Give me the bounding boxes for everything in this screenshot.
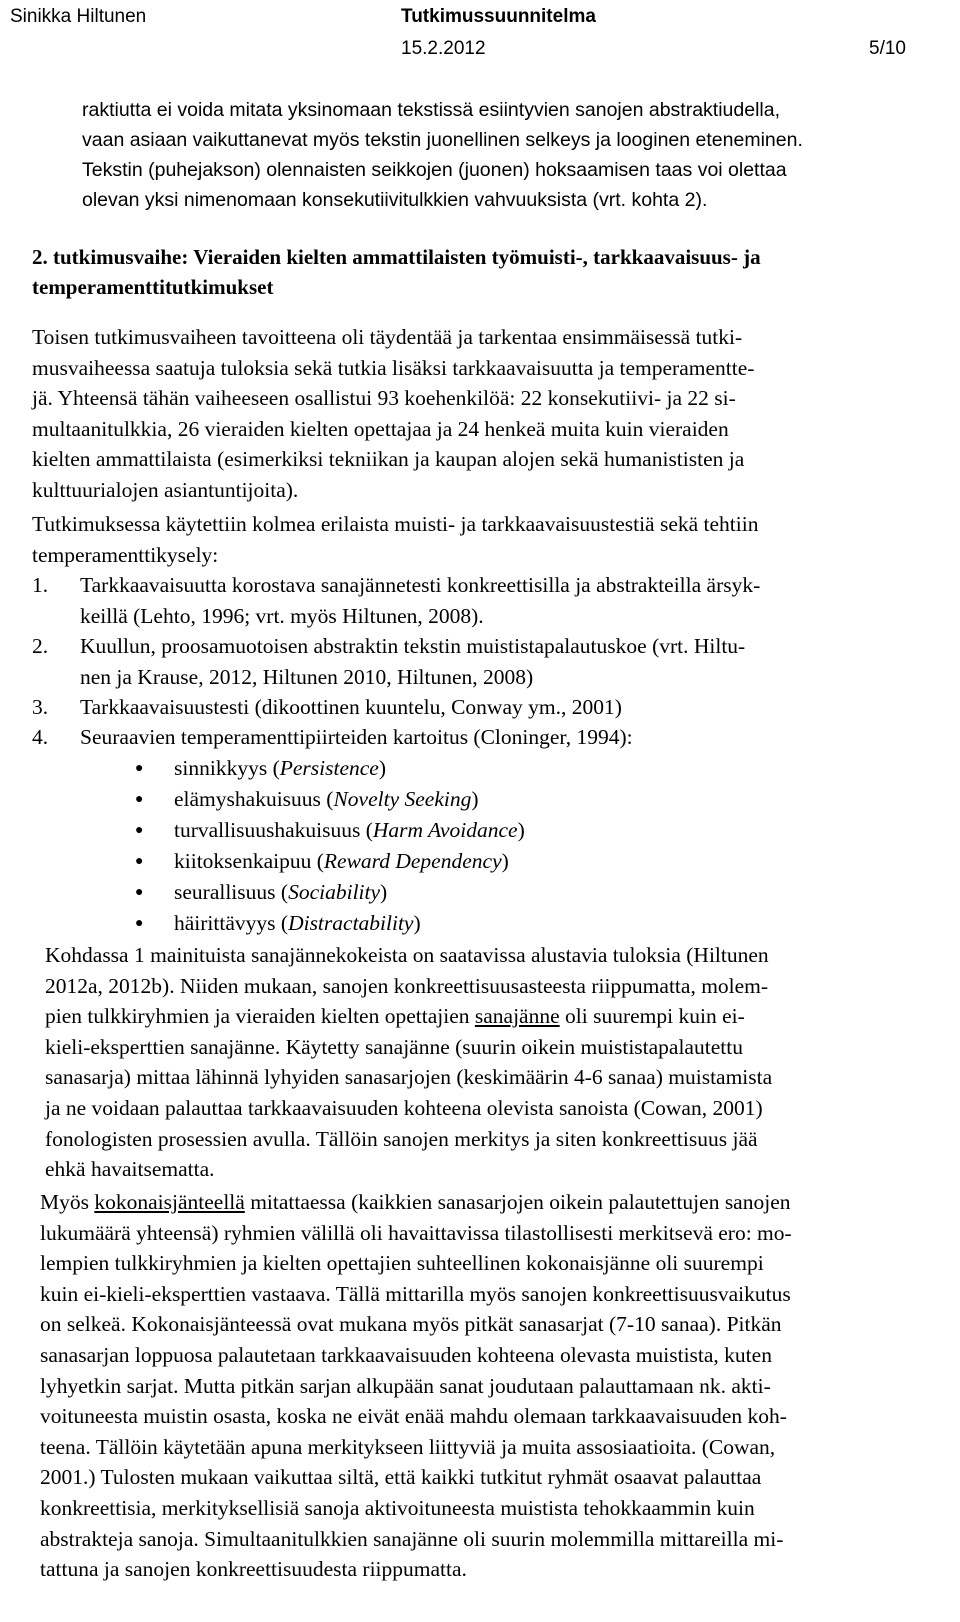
paragraph-line: musvaiheessa saatuja tuloksia sekä tutkia lisäksi tarkkaavaisuutta ja temperamentte-	[32, 355, 755, 380]
list-item-1	[80, 570, 760, 631]
intro-line: raktiutta ei voida mitata yksinomaan tekstissä esiintyvien sanojen abstraktiudella,	[82, 99, 781, 121]
paragraph-line: kuin ei-kieli-eksperttien vastaava. Tällä mittarilla myös sanojen konkreettisuusvaikutus	[40, 1281, 791, 1306]
bullet-term-en: Harm Avoidance	[372, 818, 518, 842]
intro-line: olevan yksi nimenomaan konsekutiivitulkkien vahvuuksista (vrt. kohta 2).	[82, 189, 708, 211]
paragraph-line: teena. Tällöin käytetään apuna merkitykseen liittyviä ja muita assosiaatioita. (Cowan,	[40, 1434, 776, 1459]
bullet-item: seurallisuus (Sociability)	[174, 880, 388, 904]
list-number: 4.	[32, 725, 49, 749]
paragraph-text: mitattaessa (kaikkien sanasarjojen oikein palautettujen sanojen	[244, 1190, 791, 1214]
section-heading-line: temperamenttitutkimukset	[32, 275, 274, 299]
intro-paragraph	[82, 95, 932, 215]
paragraph-line: ehkä havaitsematta.	[45, 1157, 215, 1182]
bullet-icon: ●	[135, 761, 144, 776]
paragraph-line: lempien tulkkiryhmien ja kielten opettajien suhteellinen kokonaisjänne oli suurempi	[40, 1251, 764, 1276]
paragraph-line: on selkeä. Kokonaisjänteessä ovat mukana myös pitkät sanasarjat (7-10 sanaa). Pitkän	[40, 1312, 782, 1337]
bullet-term-en: Sociability	[288, 880, 381, 904]
header-page-number: 5/10	[869, 38, 906, 59]
bullet-icon: ●	[135, 916, 144, 931]
paragraph-line: lukumäärä yhteensä) ryhmien välillä oli havaittavissa tilastollisesti merkitsevä ero: mo-	[40, 1220, 792, 1245]
bullet-icon: ●	[135, 823, 144, 838]
list-item-line: Kuullun, proosamuotoisen abstraktin tekstin muististapalautuskoe (vrt. Hiltu-	[80, 634, 746, 658]
bullet-term-en: Persistence	[279, 756, 379, 780]
underlined-term: kokonaisjänteellä	[94, 1190, 245, 1214]
section-heading-line: 2. tutkimusvaihe: Vieraiden kielten ammattilaisten työmuisti-, tarkkaavaisuus- ja	[32, 245, 761, 269]
bullet-term: sinnikkyys	[174, 756, 268, 780]
paragraph-line: konkreettisia, merkityksellisiä sanoja aktivoituneesta muistista tehokkaammin kuin	[40, 1495, 755, 1520]
bullet-term: kiitoksenkaipuu	[174, 849, 312, 873]
paragraph-line: fonologisten prosessien avulla. Tällöin sanojen merkitys ja siten konkreettisuus jää	[45, 1126, 758, 1151]
paragraph-text: oli suurempi kuin ei-	[559, 1004, 745, 1029]
paragraph-line: sanasarjan loppuosa palautetaan tarkkaavaisuuden kohteena olevasta muistista, kuten	[40, 1342, 772, 1367]
bullet-term-en: Distractability	[288, 911, 414, 935]
section-heading	[32, 242, 761, 302]
paragraph-line: kielten ammattilaista (esimerkiksi tekniikan ja kaupan alojen sekä humanististen ja	[32, 447, 745, 472]
paragraph-line	[45, 1001, 772, 1032]
bullet-term: seurallisuus	[174, 880, 276, 904]
paragraph-line: kieli-eksperttien sanajänne. Käytetty sanajänne (suurin oikein muististapalautettu	[45, 1034, 743, 1059]
bullet-term: häirittävyys	[174, 911, 276, 935]
header-author: Sinikka Hiltunen	[10, 6, 147, 27]
paragraph-line: Tutkimuksessa käytettiin kolmea erilaista muisti- ja tarkkaavaisuustestiä sekä tehtiin	[32, 512, 759, 536]
paragraph-3	[45, 940, 772, 1185]
intro-line: vaan asiaan vaikuttanevat myös tekstin juonellinen selkeys ja looginen eteneminen.	[82, 129, 803, 151]
bullet-term: turvallisuushakuisuus	[174, 818, 361, 842]
list-number: 3.	[32, 695, 49, 719]
list-number: 1.	[32, 573, 49, 597]
header-date: 15.2.2012	[401, 38, 486, 59]
paragraph-1	[32, 322, 754, 506]
bullet-icon: ●	[135, 792, 144, 807]
bullet-item: häirittävyys (Distractability)	[174, 911, 421, 935]
list-item-line: nen ja Krause, 2012, Hiltunen 2010, Hiltunen, 2008)	[80, 664, 534, 689]
paragraph-line: Kohdassa 1 mainituista sanajännekokeista on saatavissa alustavia tuloksia (Hiltunen	[45, 943, 769, 967]
paragraph-2	[32, 509, 758, 570]
paragraph-line: abstrakteja sanoja. Simultaanitulkkien sanajänne oli suurin molemmilla mittareilla mi-	[40, 1526, 784, 1551]
bullet-term: elämyshakuisuus	[174, 787, 321, 811]
bullet-item: sinnikkyys (Persistence)	[174, 756, 387, 780]
list-item-4	[80, 722, 633, 753]
paragraph-line	[40, 1187, 792, 1218]
list-item-2	[80, 631, 745, 692]
paragraph-line: multaanitulkkia, 26 vieraiden kielten opettajaa ja 24 henkeä muita kuin vieraiden	[32, 416, 729, 441]
list-item-3	[80, 692, 622, 723]
intro-line: Tekstin (puhejakson) olennaisten seikkojen (juonen) hoksaamisen taas voi olettaa	[82, 159, 787, 181]
paragraph-line: ja ne voidaan palauttaa tarkkaavaisuuden kohteena olevista sanoista (Cowan, 2001)	[45, 1095, 763, 1120]
paragraph-line: lyhyetkin sarjat. Mutta pitkän sarjan alkupään sanat joudutaan palauttamaan nk. akti-	[40, 1373, 771, 1398]
paragraph-text: pien tulkkiryhmien ja vieraiden kielten opettajien	[45, 1004, 475, 1029]
list-item-line: Seuraavien temperamenttipiirteiden kartoitus (Cloninger, 1994):	[80, 725, 633, 749]
header-title	[401, 6, 596, 28]
paragraph-line: sanasarja) mittaa lähinnä lyhyiden sanasarjojen (keskimäärin 4-6 sanaa) muistamista	[45, 1065, 773, 1090]
paragraph-line: kulttuurialojen asiantuntijoita).	[32, 477, 299, 502]
bullet-item: elämyshakuisuus (Novelty Seeking)	[174, 787, 479, 811]
underlined-term: sanajänne	[474, 1004, 560, 1029]
paragraph-line: temperamenttikysely:	[32, 542, 219, 567]
bullet-term-en: Novelty Seeking	[333, 787, 472, 811]
paragraph-4	[40, 1187, 792, 1585]
paragraph-text: Myös	[40, 1190, 95, 1214]
bullet-icon: ●	[135, 854, 144, 869]
paragraph-line: 2001.) Tulosten mukaan vaikuttaa siltä, että kaikki tutkitut ryhmät osaavat palauttaa	[40, 1465, 762, 1490]
list-number: 2.	[32, 634, 49, 658]
paragraph-line: jä. Yhteensä tähän vaiheeseen osallistui 93 koehenkilöä: 22 konsekutiivi- ja 22 si-	[32, 386, 736, 411]
list-item-line: keillä (Lehto, 1996; vrt. myös Hiltunen, 2008).	[80, 603, 484, 628]
list-item-line: Tarkkaavaisuustesti (dikoottinen kuuntelu, Conway ym., 2001)	[80, 695, 622, 719]
bullet-icon: ●	[135, 885, 144, 900]
paragraph-line: tattuna ja sanojen konkreettisuudesta riippumatta.	[40, 1557, 467, 1582]
header-title-text: Tutkimussuunnitelma	[401, 6, 596, 27]
bullet-term-en: Reward Dependency	[323, 849, 502, 873]
paragraph-line: voituneesta muistin osasta, koska ne eivät enää mahdu olemaan tarkkaavaisuuden koh-	[40, 1404, 787, 1429]
bullet-item: turvallisuushakuisuus (Harm Avoidance)	[174, 818, 525, 842]
paragraph-line: 2012a, 2012b). Niiden mukaan, sanojen konkreettisuusasteesta riippumatta, molem-	[45, 973, 769, 998]
paragraph-line: Toisen tutkimusvaiheen tavoitteena oli täydentää ja tarkentaa ensimmäisessä tutki-	[32, 325, 743, 349]
bullet-item: kiitoksenkaipuu (Reward Dependency)	[174, 849, 509, 873]
list-item-line: Tarkkaavaisuutta korostava sanajännetesti konkreettisilla ja abstrakteilla ärsyk-	[80, 573, 761, 597]
